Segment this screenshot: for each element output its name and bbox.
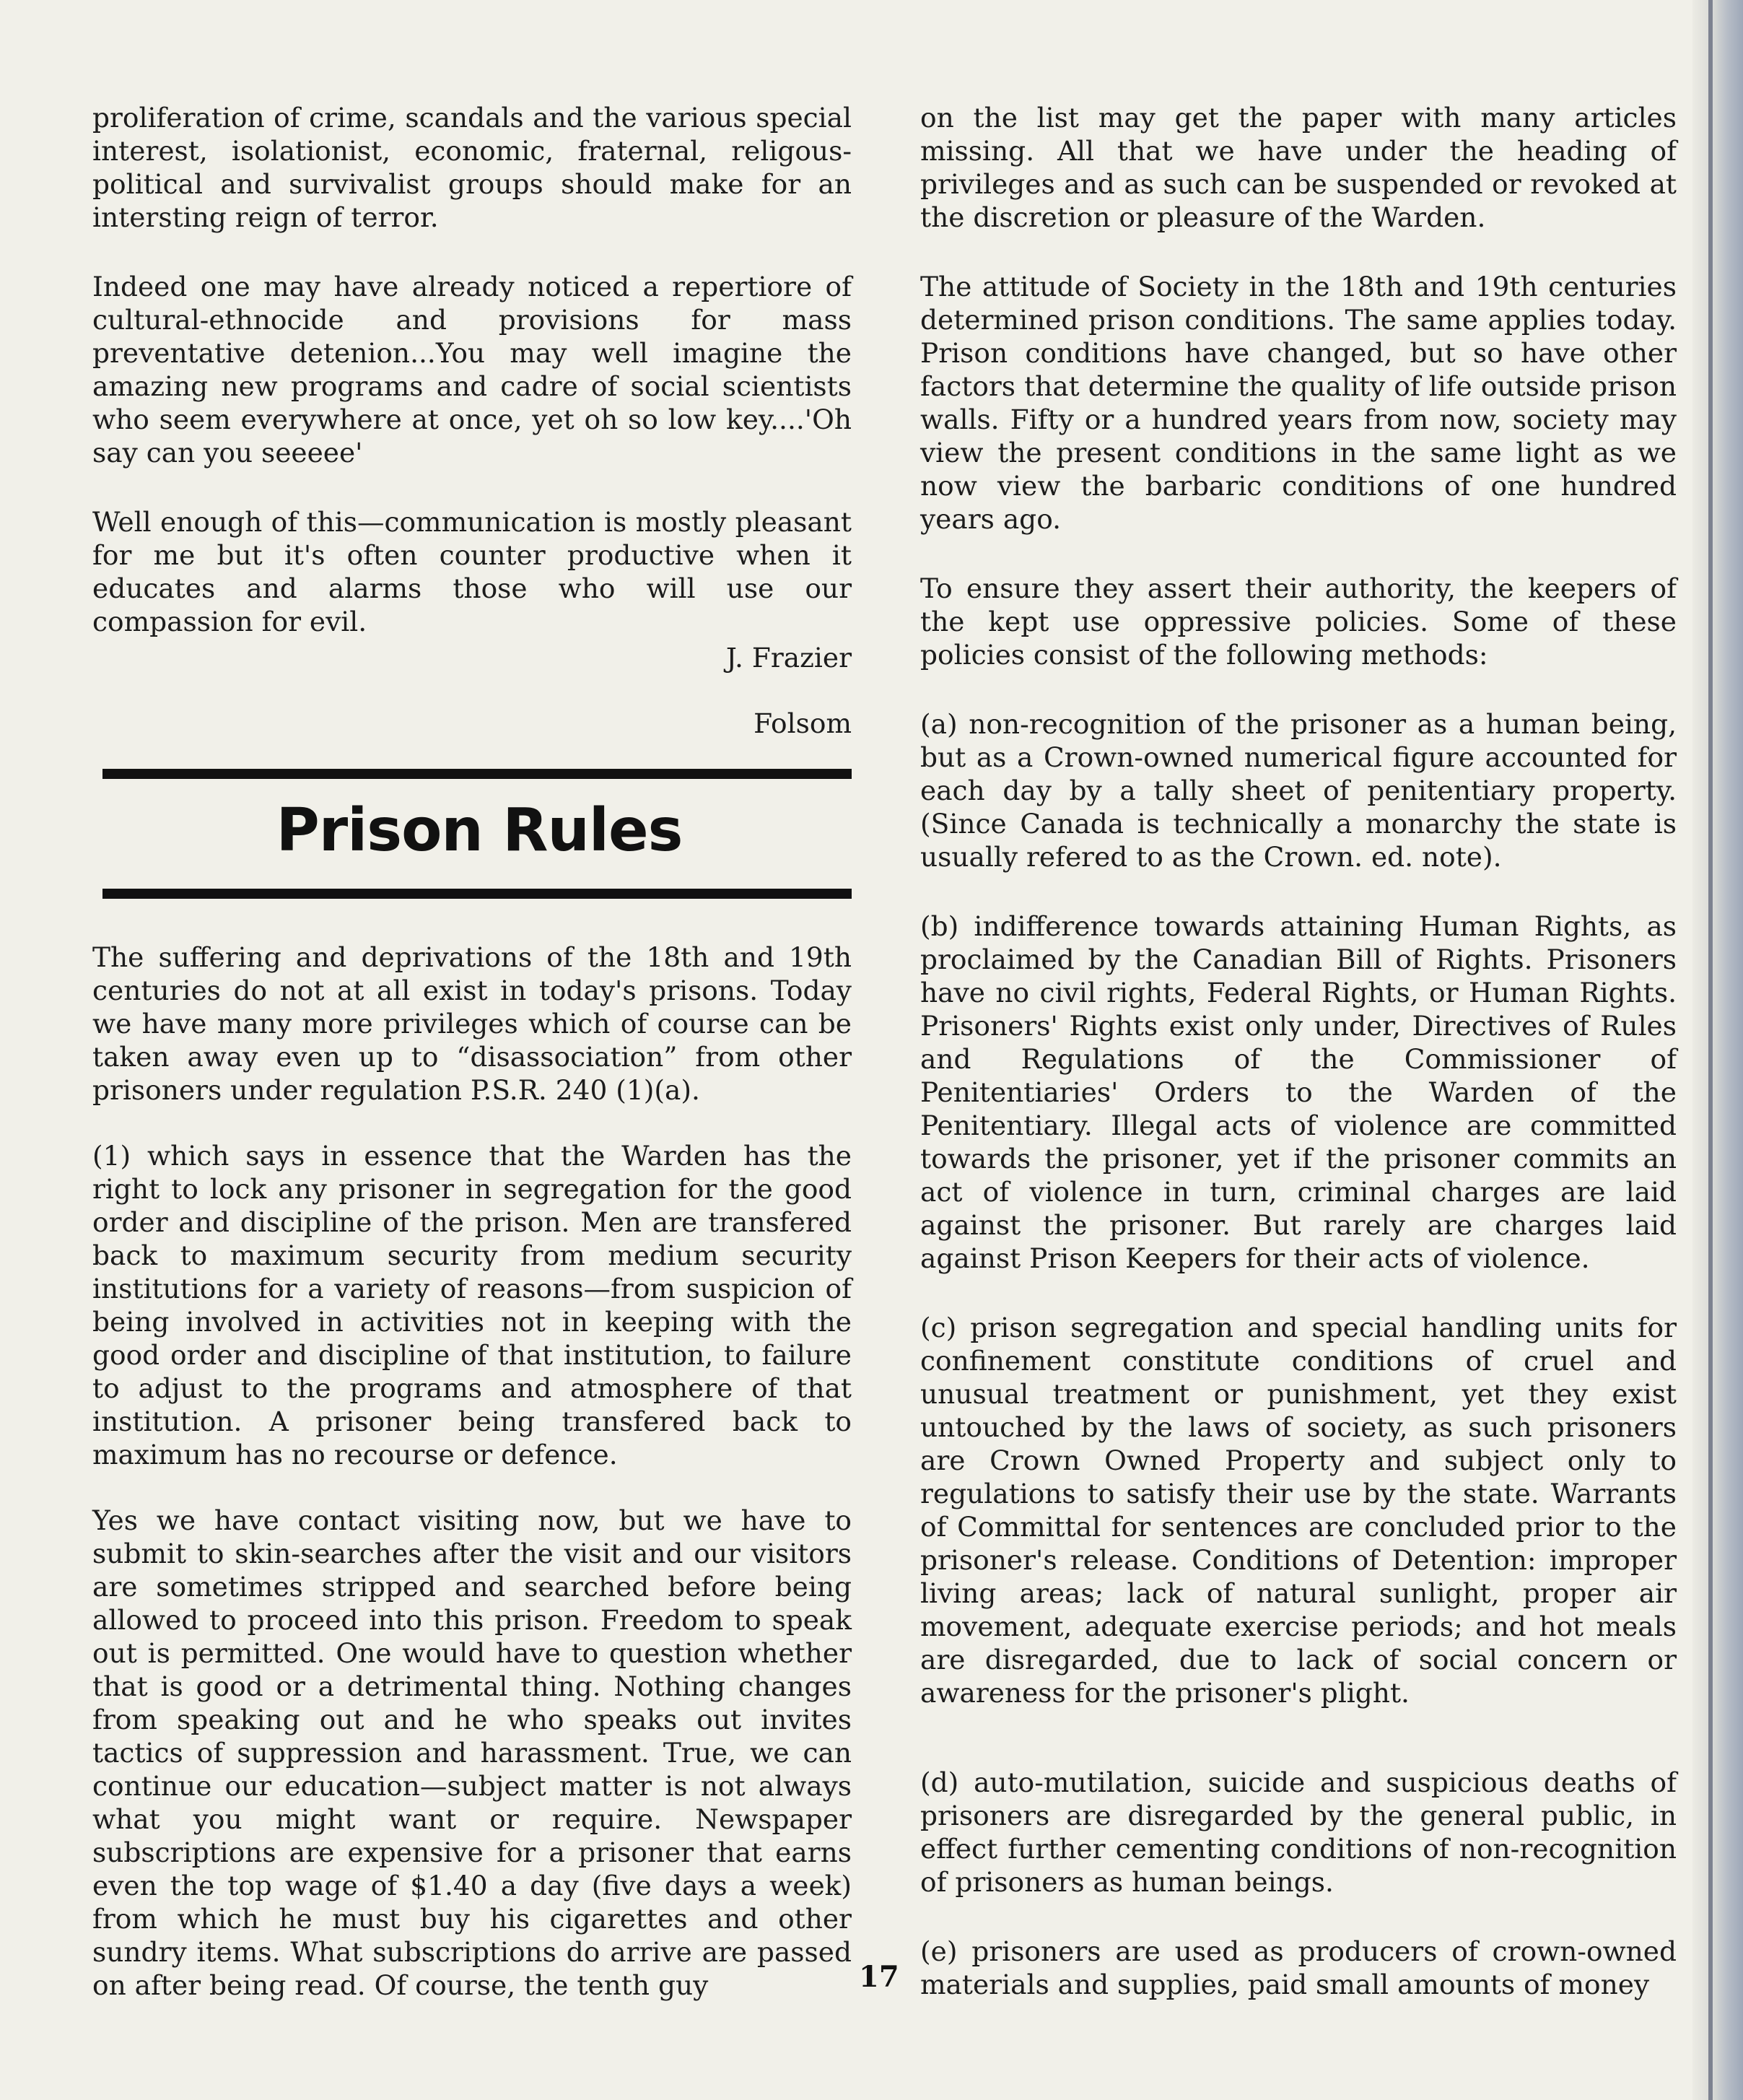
signature-name: J. Frazier	[725, 642, 852, 674]
intro-paragraph: Indeed one may have already noticed a repertiore of cultural-ethnocide and provisions for mass preventative detenion...You may well imagine the amazing new programs and cadre of social scientists who seem everywhere at once, yet oh so low key....'Oh say can you seeeee'	[92, 271, 852, 469]
intro-paragraph: Well enough of this—communication is mostly pleasant for me but it's often counter productive when it educates and alarms those who will use our compassion for evil.	[92, 506, 852, 637]
method-clause-c: (c) prison segregation and special handling units for confinement constitute conditions of cruel and unusual treatment or punishment, yet they exist untouched by the laws of society, as such prisoners are Crown Owned Property and subject only to regulations to satisfy their use by the state. Warrants of Committal for sentences are concluded prior to the prisoner's release. Conditions of Detention: improper living areas; lack of natural sunlight, proper air movement, adequate exercise periods; and hot meals are disregarded, due to lack of social concern or awareness for the prisoner's plight.	[920, 1312, 1677, 1709]
article-paragraph: The attitude of Society in the 18th and 19th centuries determined prison conditions. The same applies today. Prison conditions have changed, but so have other factors that determine the quality of life outside prison walls. Fifty or a hundred years from now, society may view the present conditions in the same light as we now view the barbaric conditions of one hundred years ago.	[920, 271, 1677, 535]
article-paragraph: (1) which says in essence that the Warden has the right to lock any prisoner in segregation for the good order and discipline of the prison. Men are transfered back to maximum security from medium security institutions for a variety of reasons—from suspicion of being involved in activities not in keeping with the good order and discipline of that institution, to failure to adjust to the programs and atmosphere of that institution. A prisoner being transfered back to maximum has no recourse or defence.	[92, 1140, 852, 1471]
method-clause-b: (b) indifference towards attaining Human Rights, as proclaimed by the Canadian Bill of Rights. Prisoners have no civil rights, Federal Rights, or Human Rights. Prisoners' Rights exist only under, Directives of Rules and Regulations of the Commissioner of Penitentiaries' Orders to the Warden of the Penitentiary. Illegal acts of violence are committed towards the prisoner, yet if the prisoner commits an act of violence in turn, criminal charges are laid against the prisoner. But rarely are charges laid against Prison Keepers for their acts of violence.	[920, 910, 1677, 1274]
method-clause-e: (e) prisoners are used as producers of crown-owned materials and supplies, paid small amounts of money	[920, 1935, 1677, 2000]
title-rule-bottom	[102, 889, 852, 899]
intro-paragraph: proliferation of crime, scandals and the various special interest, isolationist, economic, fraternal, religous-political and survivalist groups should make for an intersting reign of terror.	[92, 102, 852, 233]
article-paragraph: To ensure they assert their authority, the keepers of the kept use oppressive policies. Some of these policies consist of the following methods:	[920, 572, 1677, 671]
left-column	[92, 101, 852, 2034]
method-clause-d: (d) auto-mutilation, suicide and suspicious deaths of prisoners are disregarded by the general public, in effect further cementing conditions of non-recognition of prisoners as human beings.	[920, 1766, 1677, 1898]
title-rule-top	[102, 769, 852, 779]
method-clause-a: (a) non-recognition of the prisoner as a human being, but as a Crown-owned numerical figure accounted for each day by a tally sheet of penitentiary property. (Since Canada is technically a monarchy the state is usually refered to as the Crown. ed. note).	[920, 708, 1677, 873]
article-paragraph: Yes we have contact visiting now, but we have to submit to skin-searches after the visit and our visitors are sometimes stripped and searched before being allowed to proceed into this prison. Freedom to speak out is permitted. One would have to question whether that is good or a detrimental thing. Nothing changes from speaking out and he who speaks out invites tactics of suppression and harassment. True, we can continue our education—subject matter is not always what you might want or require. Newspaper subscriptions are expensive for a prisoner that earns even the top wage of $1.40 a day (five days a week) from which he must buy his cigarettes and other sundry items. What subscriptions do arrive are passed on after being read. Of course, the tenth guy	[92, 1504, 852, 2001]
article-title: Prison Rules	[276, 796, 683, 865]
article-paragraph: The suffering and deprivations of the 18th and 19th centuries do not at all exist in today's prisons. Today we have many more privileges which of course can be taken away even up to “disassociation” from other prisoners under regulation P.S.R. 240 (1)(a).	[92, 941, 852, 1106]
page-binding-line	[1708, 0, 1713, 2100]
page-number: 17	[859, 1960, 899, 1994]
right-column	[920, 101, 1677, 2034]
article-paragraph: on the list may get the paper with many articles missing. All that we have under the heading of privileges and as such can be suspended or revoked at the discretion or pleasure of the Warden.	[920, 102, 1677, 233]
page-binding-edge	[1692, 0, 1743, 2100]
signature-location: Folsom	[753, 707, 852, 739]
